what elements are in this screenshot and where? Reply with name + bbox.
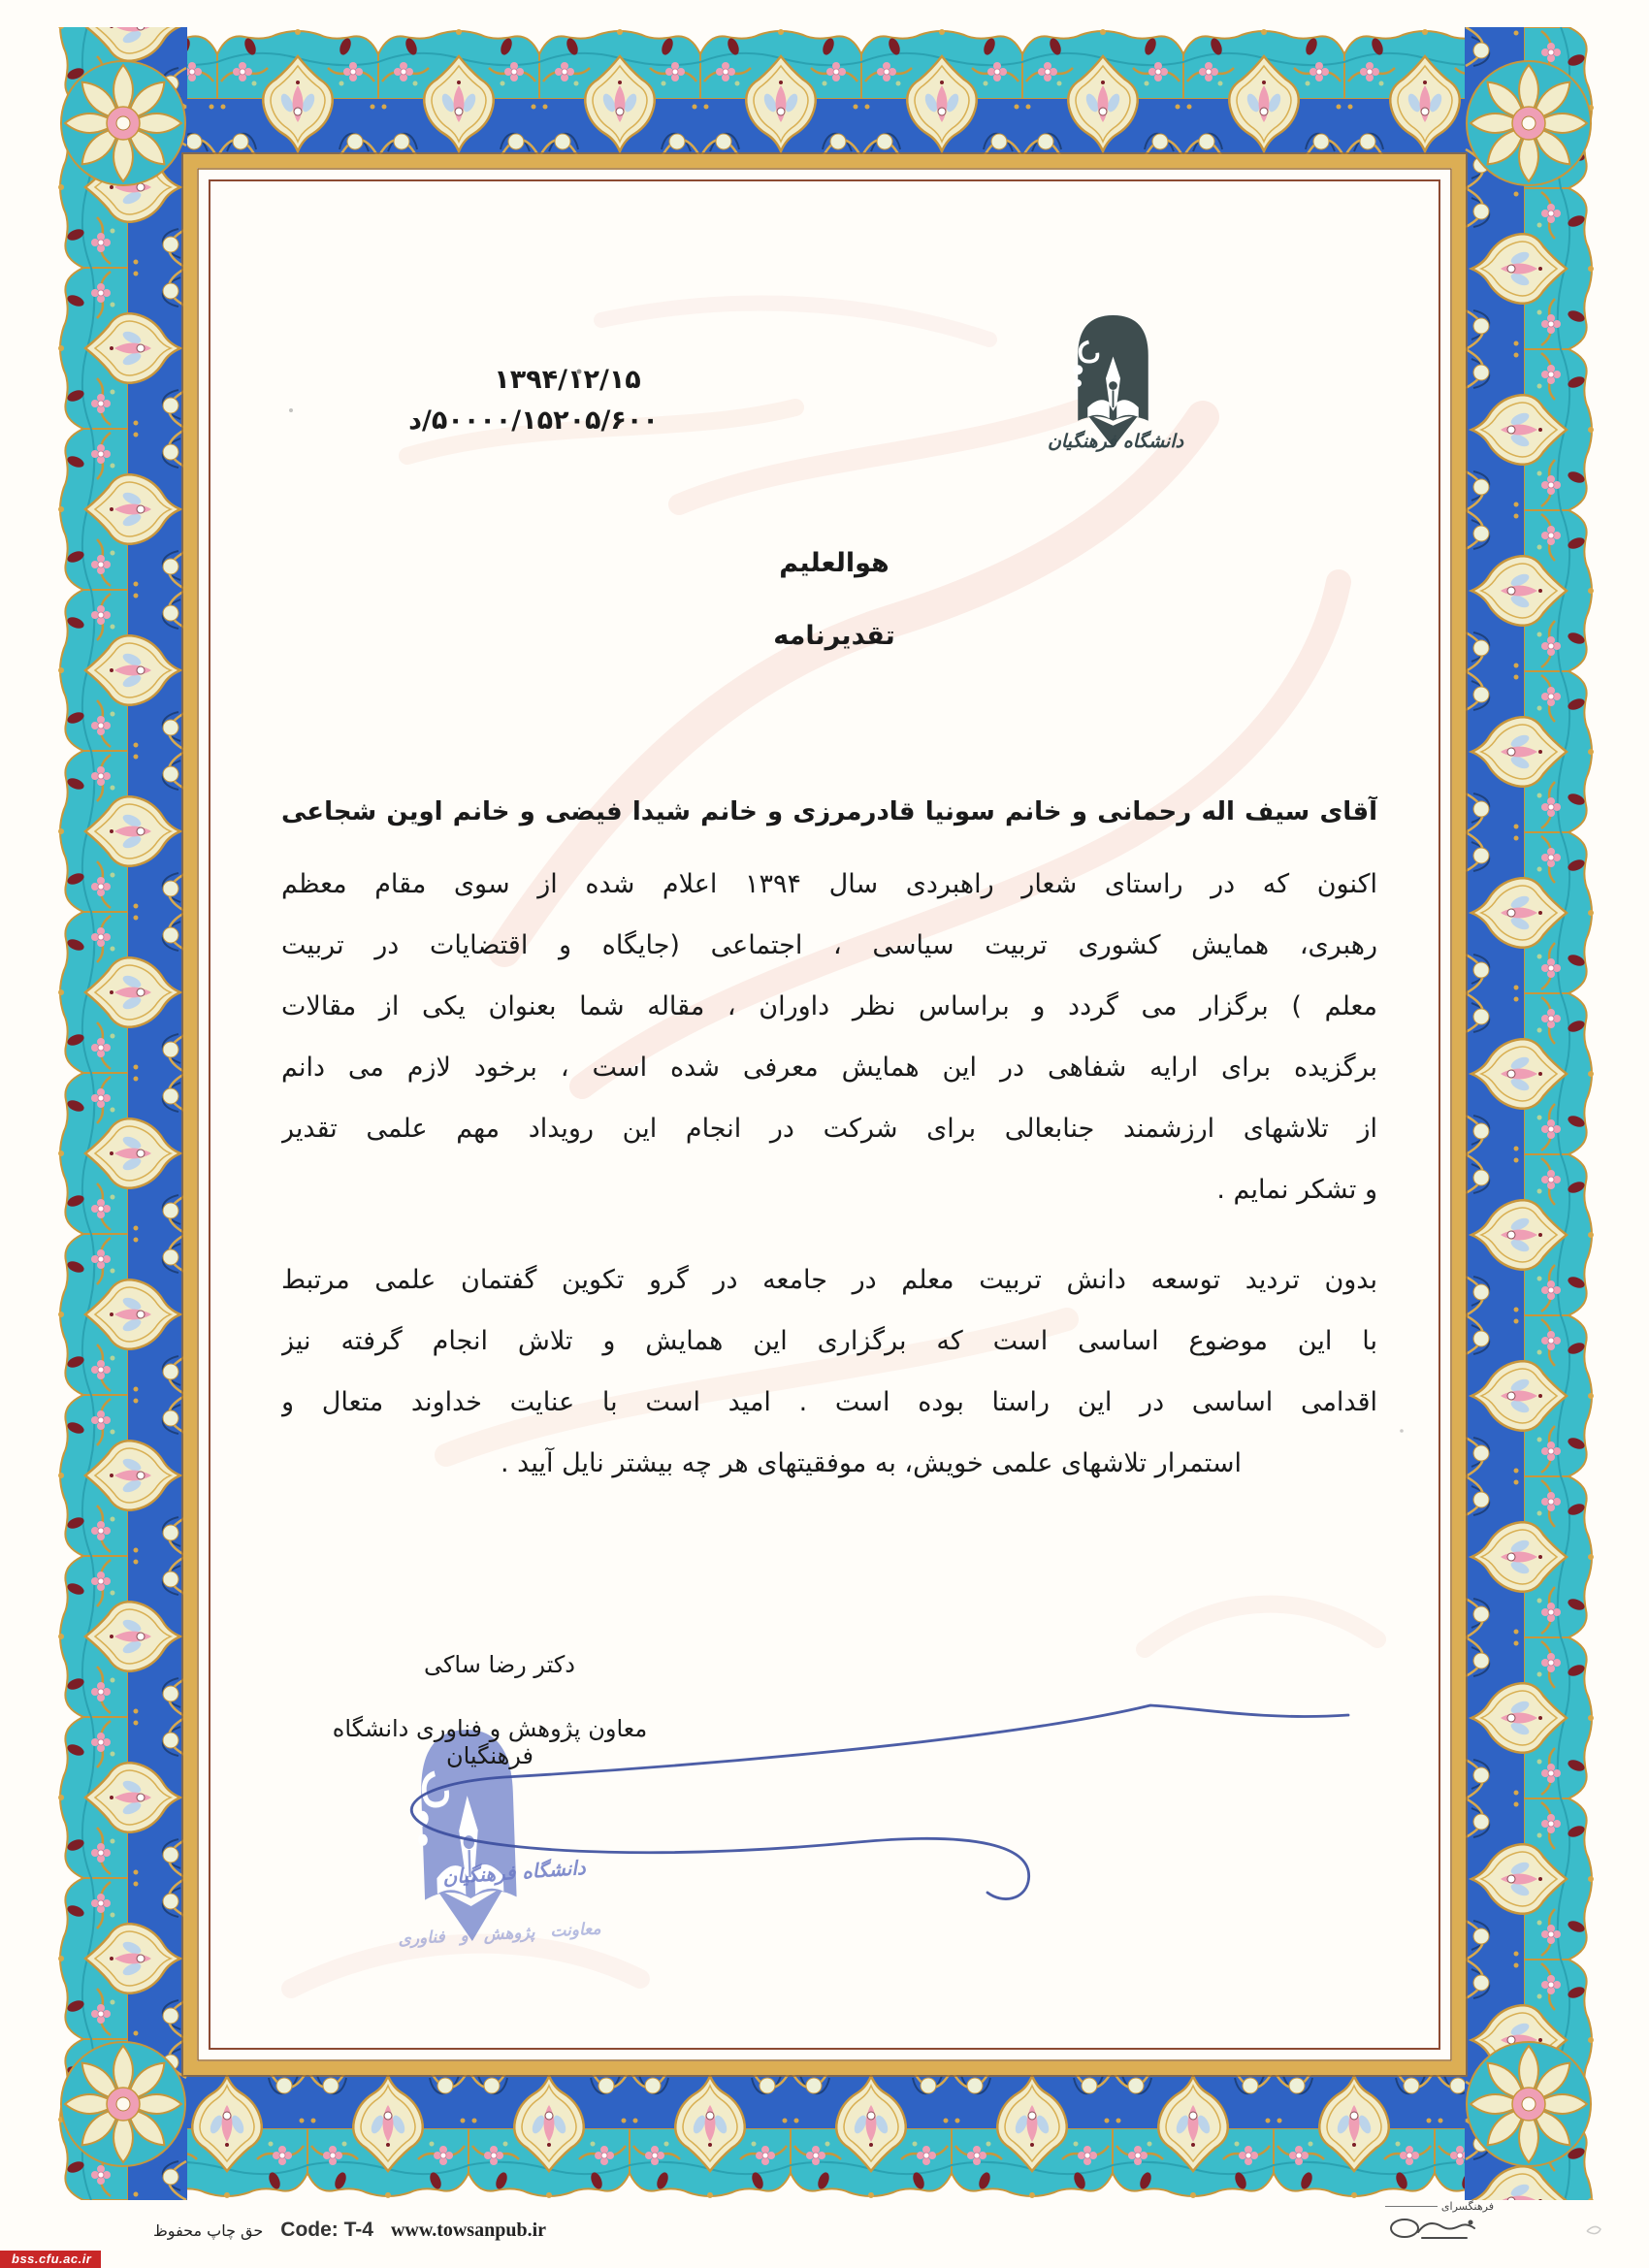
signature-name: دکتر رضا ساکی <box>424 1651 575 1678</box>
letterhead-date: ۱۳۹۴/۱۲/۱۵ <box>494 365 641 395</box>
body-line: استمرار تلاشهای علمی خویش، به موفقیتهای هر چه بیشتر نایل آیید . <box>500 1448 1242 1478</box>
footer-badge: bss.cfu.ac.ir <box>0 2251 101 2268</box>
body-line: اکنون که در راستای شعار راهبردی سال ۱۳۹۴ اعلام شده از سوی مقام معظم <box>281 869 1377 899</box>
body-paragraph-1 <box>281 854 1377 1220</box>
body-line: با این موضوع اساسی است که برگزاری این همایش و تلاش انجام گرفته نیز <box>281 1326 1377 1356</box>
publisher-rule <box>1385 2206 1438 2207</box>
stamp-caption-1: دانشگاه فرهنگیان <box>441 1855 587 1890</box>
publisher-logo <box>1385 2200 1494 2250</box>
footer-copyright: حق چاپ محفوظ <box>153 2221 264 2240</box>
body-line: بدون تردید توسعه دانش تربیت معلم در جامعه در گرو تکوین گفتمان علمی مرتبط <box>281 1265 1377 1295</box>
footer-website: www.towsanpub.ir <box>390 2219 547 2241</box>
letterhead-number: ۵۰۰۰۰/۱۵۲۰۵/۶۰۰/د <box>408 405 659 436</box>
heading-bismillah: هوالعلیم <box>779 548 889 578</box>
recipients-line: آقای سیف اله رحمانی و خانم سونیا قادرمرزی و خانم شیدا فیضی و خانم اوین شجاعی <box>281 797 1377 826</box>
body-line: اقدامی اساسی در این راستا بوده است . امید است با عنایت خداوند متعال و <box>281 1387 1377 1417</box>
heading-title: تقدیرنامه <box>773 621 895 651</box>
publisher-logotype-icon <box>1385 2213 1486 2246</box>
body-line: معلم ) برگزار می گردد و براساس نظر داوران ، مقاله شما بعنوان یکی از مقالات <box>281 991 1377 1021</box>
footer-print-info <box>153 2219 546 2242</box>
body-paragraph-2 <box>281 1249 1377 1494</box>
signature-title: معاون پژوهش و فناوری دانشگاه فرهنگیان <box>332 1715 648 1769</box>
university-logo-caption: دانشگاه فرهنگیان <box>1047 431 1184 452</box>
body-line: و تشکر نمایم . <box>1216 1175 1377 1205</box>
publisher-label: فرهنگسرای <box>1440 2200 1494 2213</box>
stamp-caption-2: معاونت پژوهش و فناوری <box>398 1919 601 1950</box>
footer-code: Code: T-4 <box>280 2219 373 2241</box>
body-line: از تلاشهای ارزشمند جنابعالی برای شرکت در انجام این رویداد مهم علمی تقدیر <box>281 1114 1377 1144</box>
body-line: برگزیده برای ارایه شفاهی در این همایش معرفی شده است ، برخود لازم می دانم <box>281 1053 1377 1083</box>
university-logo <box>1073 315 1148 447</box>
body-line: رهبری، همایش کشوری تربیت سیاسی ، اجتماعی (جایگاه و اقتضایات در تربیت <box>281 930 1377 960</box>
